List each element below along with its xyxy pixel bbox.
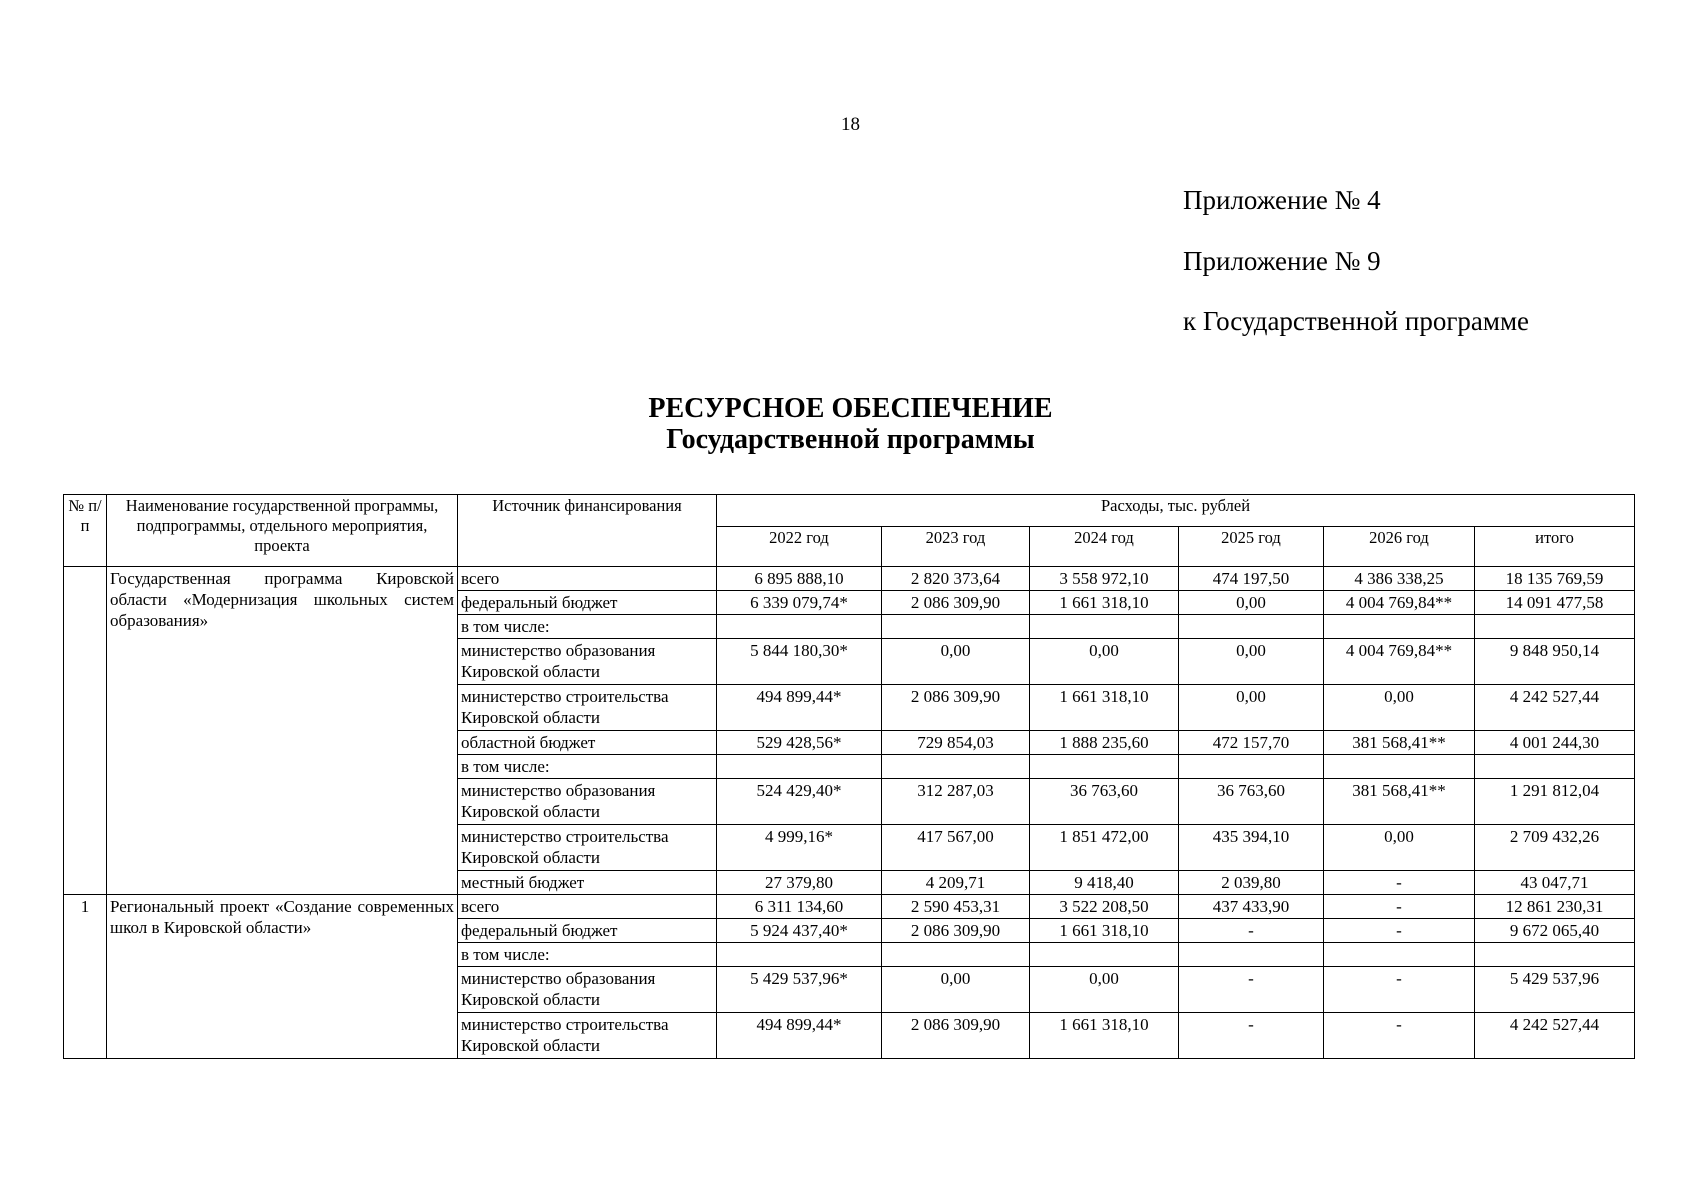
amount-cell: - [1179, 919, 1324, 943]
amount-cell: 4 386 338,25 [1324, 567, 1475, 591]
amount-cell: 1 888 235,60 [1030, 731, 1179, 755]
amount-cell: 2 039,80 [1179, 871, 1324, 895]
header-year-2024: 2024 год [1030, 527, 1179, 567]
amount-cell: 472 157,70 [1179, 731, 1324, 755]
amount-cell: - [1324, 895, 1475, 919]
amount-cell [1030, 943, 1179, 967]
appendix-line-3: к Государственной программе [1183, 306, 1530, 336]
amount-cell: 5 844 180,30* [717, 639, 882, 685]
page-number: 18 [841, 114, 860, 135]
amount-cell [1030, 615, 1179, 639]
amount-cell: - [1324, 967, 1475, 1013]
amount-cell [882, 615, 1030, 639]
amount-cell: 729 854,03 [882, 731, 1030, 755]
amount-cell: 381 568,41** [1324, 779, 1475, 825]
amount-cell [717, 943, 882, 967]
amount-cell: 1 661 318,10 [1030, 685, 1179, 731]
amount-cell: 0,00 [1179, 685, 1324, 731]
total-cell: 4 242 527,44 [1475, 685, 1635, 731]
header-total: итого [1475, 527, 1635, 567]
appendix-line-2: Приложение № 9 [1183, 246, 1381, 276]
amount-cell: 4 209,71 [882, 871, 1030, 895]
amount-cell: 27 379,80 [717, 871, 882, 895]
header-year-2025: 2025 год [1179, 527, 1324, 567]
amount-cell: - [1179, 1013, 1324, 1059]
amount-cell: 6 339 079,74* [717, 591, 882, 615]
funding-source: в том числе: [458, 615, 717, 639]
amount-cell: 5 924 437,40* [717, 919, 882, 943]
amount-cell: 0,00 [1179, 591, 1324, 615]
header-expenses: Расходы, тыс. рублей [717, 495, 1635, 527]
total-cell: 9 848 950,14 [1475, 639, 1635, 685]
amount-cell [717, 755, 882, 779]
funding-source: министерство строительства Кировской области [458, 825, 717, 871]
funding-source: министерство строительства Кировской области [458, 685, 717, 731]
amount-cell: 36 763,60 [1179, 779, 1324, 825]
header-name: Наименование государственной программы, подпрограммы, отдельного мероприятия, проекта [107, 495, 458, 567]
amount-cell: 494 899,44* [717, 1013, 882, 1059]
total-cell: 2 709 432,26 [1475, 825, 1635, 871]
header-year-2026: 2026 год [1324, 527, 1475, 567]
amount-cell [882, 943, 1030, 967]
total-cell [1475, 615, 1635, 639]
document-title [0, 393, 1701, 455]
row-number: 1 [64, 895, 107, 1059]
program-name: Государственная программа Кировской области «Модернизация школьных систем образования» [107, 567, 458, 895]
amount-cell: 2 086 309,90 [882, 919, 1030, 943]
total-cell [1475, 755, 1635, 779]
amount-cell: - [1179, 967, 1324, 1013]
amount-cell: - [1324, 919, 1475, 943]
amount-cell: 0,00 [882, 967, 1030, 1013]
amount-cell: 6 311 134,60 [717, 895, 882, 919]
row-number [64, 567, 107, 895]
amount-cell: 4 999,16* [717, 825, 882, 871]
amount-cell: 2 820 373,64 [882, 567, 1030, 591]
funding-source: федеральный бюджет [458, 919, 717, 943]
amount-cell: 0,00 [1179, 639, 1324, 685]
header-num: № п/п [64, 495, 107, 567]
amount-cell: 1 851 472,00 [1030, 825, 1179, 871]
amount-cell: 9 418,40 [1030, 871, 1179, 895]
funding-source: министерство образования Кировской области [458, 967, 717, 1013]
title-line-1: РЕСУРСНОЕ ОБЕСПЕЧЕНИЕ [648, 393, 1053, 424]
amount-cell: 2 086 309,90 [882, 1013, 1030, 1059]
total-cell: 14 091 477,58 [1475, 591, 1635, 615]
funding-source: министерство образования Кировской области [458, 779, 717, 825]
amount-cell: 0,00 [1324, 685, 1475, 731]
amount-cell: 4 004 769,84** [1324, 639, 1475, 685]
amount-cell: - [1324, 871, 1475, 895]
amount-cell: 312 287,03 [882, 779, 1030, 825]
total-cell: 12 861 230,31 [1475, 895, 1635, 919]
header-year-2023: 2023 год [882, 527, 1030, 567]
amount-cell: 474 197,50 [1179, 567, 1324, 591]
total-cell: 9 672 065,40 [1475, 919, 1635, 943]
table-row [64, 895, 1635, 919]
total-cell: 4 001 244,30 [1475, 731, 1635, 755]
amount-cell: 0,00 [1030, 967, 1179, 1013]
amount-cell: 5 429 537,96* [717, 967, 882, 1013]
funding-source: всего [458, 895, 717, 919]
amount-cell: 0,00 [1324, 825, 1475, 871]
funding-source: в том числе: [458, 755, 717, 779]
funding-source: всего [458, 567, 717, 591]
funding-source: федеральный бюджет [458, 591, 717, 615]
amount-cell [1179, 943, 1324, 967]
funding-source: министерство образования Кировской области [458, 639, 717, 685]
amount-cell: 1 661 318,10 [1030, 591, 1179, 615]
funding-source: местный бюджет [458, 871, 717, 895]
amount-cell: 381 568,41** [1324, 731, 1475, 755]
amount-cell [1324, 943, 1475, 967]
funding-source: областной бюджет [458, 731, 717, 755]
funding-source: в том числе: [458, 943, 717, 967]
amount-cell [882, 755, 1030, 779]
amount-cell [1179, 615, 1324, 639]
total-cell [1475, 943, 1635, 967]
total-cell: 5 429 537,96 [1475, 967, 1635, 1013]
total-cell: 18 135 769,59 [1475, 567, 1635, 591]
amount-cell: 494 899,44* [717, 685, 882, 731]
header-year-2022: 2022 год [717, 527, 882, 567]
resource-table [63, 494, 1635, 1059]
amount-cell: 2 086 309,90 [882, 685, 1030, 731]
program-name: Региональный проект «Создание современных школ в Кировской области» [107, 895, 458, 1059]
amount-cell: 524 429,40* [717, 779, 882, 825]
amount-cell: 435 394,10 [1179, 825, 1324, 871]
amount-cell: 529 428,56* [717, 731, 882, 755]
amount-cell [1324, 755, 1475, 779]
appendix-line-1: Приложение № 4 [1183, 185, 1381, 215]
amount-cell: 6 895 888,10 [717, 567, 882, 591]
amount-cell: 36 763,60 [1030, 779, 1179, 825]
amount-cell: 2 086 309,90 [882, 591, 1030, 615]
amount-cell [1179, 755, 1324, 779]
table-row [64, 567, 1635, 591]
funding-source: министерство строительства Кировской области [458, 1013, 717, 1059]
total-cell: 4 242 527,44 [1475, 1013, 1635, 1059]
amount-cell [1324, 615, 1475, 639]
amount-cell: 2 590 453,31 [882, 895, 1030, 919]
amount-cell: 0,00 [1030, 639, 1179, 685]
amount-cell [1030, 755, 1179, 779]
header-source: Источник финансирования [458, 495, 717, 567]
amount-cell: 1 661 318,10 [1030, 1013, 1179, 1059]
total-cell: 43 047,71 [1475, 871, 1635, 895]
amount-cell: 1 661 318,10 [1030, 919, 1179, 943]
amount-cell: 417 567,00 [882, 825, 1030, 871]
amount-cell: 0,00 [882, 639, 1030, 685]
title-line-2: Государственной программы [666, 424, 1035, 455]
amount-cell: 3 558 972,10 [1030, 567, 1179, 591]
amount-cell: 3 522 208,50 [1030, 895, 1179, 919]
total-cell: 1 291 812,04 [1475, 779, 1635, 825]
amount-cell [717, 615, 882, 639]
amount-cell: - [1324, 1013, 1475, 1059]
amount-cell: 4 004 769,84** [1324, 591, 1475, 615]
amount-cell: 437 433,90 [1179, 895, 1324, 919]
